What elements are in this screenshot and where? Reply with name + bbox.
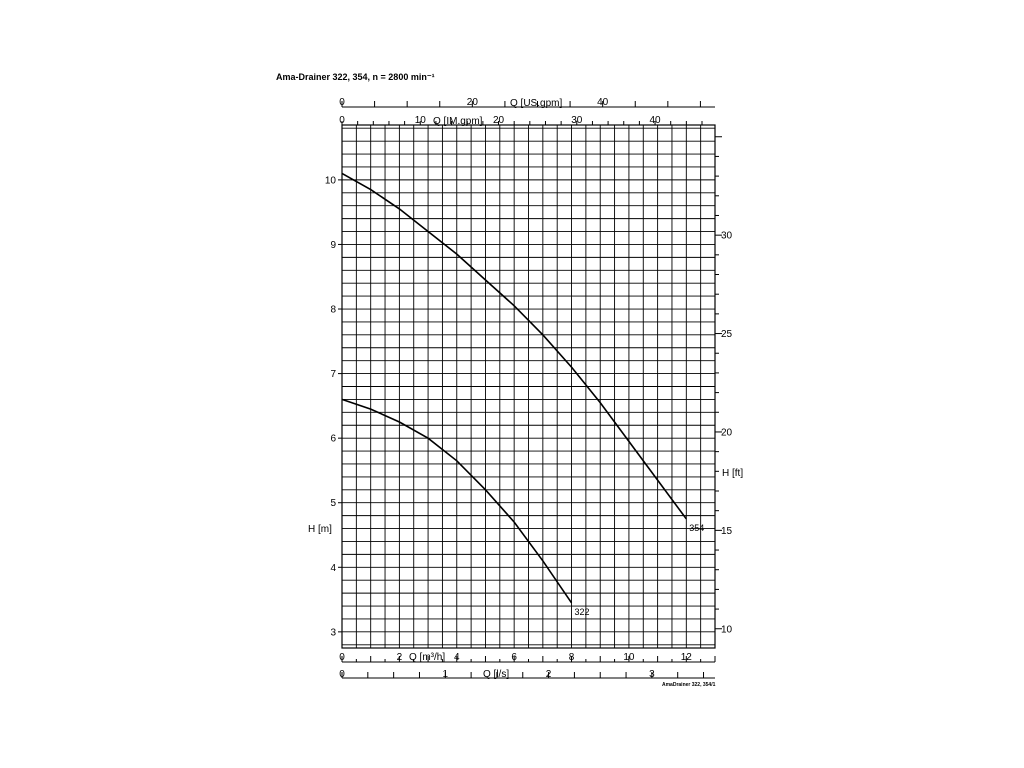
x-axis-label-ls: Q [l/s] [483, 669, 510, 680]
ls-tick-label: 1 [442, 669, 449, 680]
m3h-tick-label: 6 [511, 652, 517, 663]
chart-title: Ama-Drainer 322, 354, n = 2800 min⁻¹ [276, 72, 435, 82]
x-axis-label-imgpm: Q [IM.gpm] [433, 116, 483, 127]
x-axis-label-usgpm: Q [US.gpm] [510, 98, 563, 109]
ls-tick-label: 3 [649, 669, 655, 680]
curve-label-354: 354 [689, 522, 705, 533]
m3h-tick-label: 12 [680, 652, 692, 663]
y-axis-label-m: H [m] [308, 524, 332, 535]
m3h-tick-label: 2 [396, 652, 403, 663]
m3h-tick-label: 4 [453, 652, 460, 663]
y-tick-label: 9 [330, 239, 336, 251]
curve-label-322: 322 [574, 606, 590, 617]
m3h-tick-label: 0 [339, 652, 345, 663]
ft-tick-label: 20 [721, 427, 733, 439]
imgpm-tick-label: 20 [492, 115, 505, 126]
x-axis-label-m3h: Q [m³/h] [409, 652, 446, 663]
usgpm-tick-label: 20 [466, 97, 478, 108]
ft-tick-label: 25 [721, 329, 733, 341]
y-tick-label: 4 [330, 562, 336, 574]
imgpm-tick-label: 40 [649, 115, 661, 126]
y-tick-label: 10 [324, 175, 336, 187]
ls-tick-label: 2 [545, 669, 552, 680]
y-tick-label: 8 [330, 304, 336, 316]
y-axis-label-ft: H [ft] [722, 468, 744, 479]
y-tick-label: 6 [330, 433, 336, 445]
usgpm-tick-label: 40 [597, 97, 609, 108]
ft-tick-label: 10 [721, 624, 733, 636]
m3h-tick-label: 10 [623, 652, 635, 663]
chart-grid [342, 125, 715, 648]
ft-tick-label: 30 [721, 230, 733, 242]
imgpm-tick-label: 10 [414, 115, 426, 126]
y-tick-label: 3 [330, 627, 336, 639]
document-reference: AmaDrainer 322, 354/1 [662, 682, 716, 688]
y-tick-label: 5 [330, 498, 336, 510]
m3h-tick-label: 8 [568, 652, 575, 663]
ft-tick-label: 15 [721, 525, 733, 537]
ls-tick-label: 0 [339, 669, 345, 680]
imgpm-tick-label: 0 [339, 115, 345, 126]
usgpm-tick-label: 0 [339, 97, 345, 108]
y-tick-label: 7 [330, 369, 336, 381]
imgpm-tick-label: 30 [571, 115, 583, 126]
